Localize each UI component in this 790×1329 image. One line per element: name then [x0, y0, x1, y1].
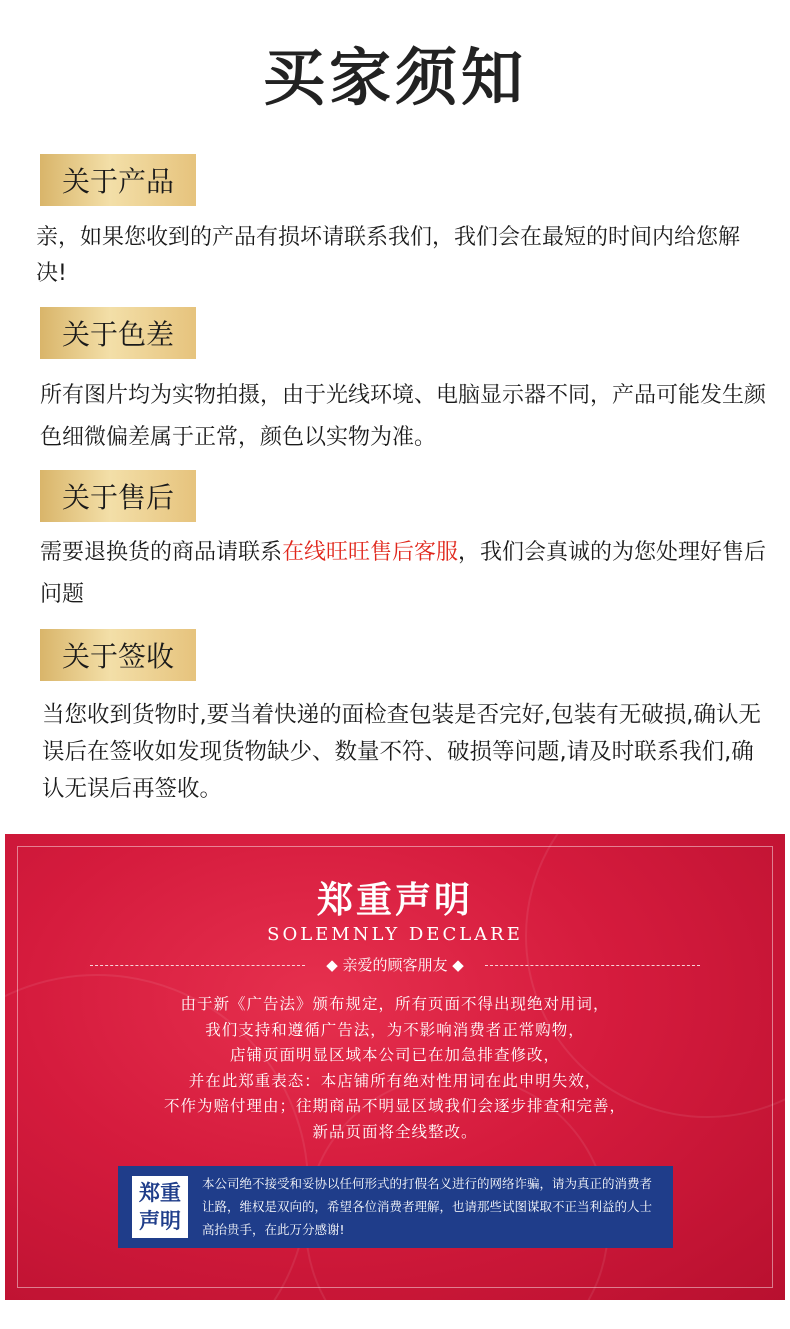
section-text-color: 所有图片均为实物拍摄，由于光线环境、电脑显示器不同，产品可能发生颜色细微偏差属于正常，颜色以实物为准。	[40, 383, 767, 450]
aftersale-highlight: 在线旺旺售后客服	[282, 540, 459, 565]
banner-line: 新品页面将全线整改。	[312, 1122, 478, 1141]
banner-greeting: ◆ 亲爱的顾客朋友 ◆	[326, 956, 464, 974]
notice-badge-line: 郑重	[139, 1181, 181, 1205]
section-text-product: 亲，如果您收到的产品有损坏请联系我们，我们会在最短的时间内给您解决!	[36, 225, 741, 286]
divider-dash-right	[485, 965, 700, 966]
banner-line: 不作为赔付理由；往期商品不明显区域我们会逐步排查和完善，	[163, 1097, 626, 1115]
section-heading-signing: 关于签收	[40, 629, 196, 681]
section-heading-product: 关于产品	[40, 154, 196, 206]
section-text-aftersale	[40, 532, 770, 616]
banner-divider	[90, 954, 700, 976]
notice-badge-line: 声明	[139, 1209, 181, 1233]
notice-text: 本公司绝不接受和妥协以任何形式的打假名义进行的网络诈骗，请为真正的消费者让路，维权是双向的，希望各位消费者理解，也请那些试图谋取不正当利益的人士高抬贵手，在此万分感谢!	[202, 1176, 653, 1237]
section-text-signing: 当您收到货物时,要当着快递的面检查包装是否完好,包装有无破损,确认无误后在签收如发现货物缺少、数量不符、破损等问题,请及时联系我们,确认无误后再签收。	[42, 702, 761, 802]
banner-line: 我们支持和遵循广告法，为不影响消费者正常购物，	[205, 1020, 585, 1039]
notice-box	[118, 1166, 673, 1248]
banner-subtitle: SOLEMNLY DECLARE	[267, 924, 523, 945]
aftersale-text-before: 需要退换货的商品请联系	[40, 540, 283, 565]
section-heading-color: 关于色差	[40, 307, 196, 359]
banner-body	[5, 992, 785, 1145]
section-heading-aftersale: 关于售后	[40, 470, 196, 522]
banner-line: 由于新《广告法》颁布规定，所有页面不得出现绝对用词，	[180, 995, 610, 1013]
banner-line: 店铺页面明显区域本公司已在加急排查修改，	[229, 1046, 560, 1064]
page-title: 买家须知	[262, 41, 527, 114]
aftersale-text-after: ，我们会真诚的为您处理好售后问题	[40, 540, 767, 607]
declaration-banner	[5, 834, 785, 1300]
banner-line: 并在此郑重表态：本店铺所有绝对性用词在此申明失效，	[188, 1071, 602, 1090]
banner-title: 郑重声明	[316, 880, 473, 921]
notice-badge	[132, 1176, 188, 1238]
